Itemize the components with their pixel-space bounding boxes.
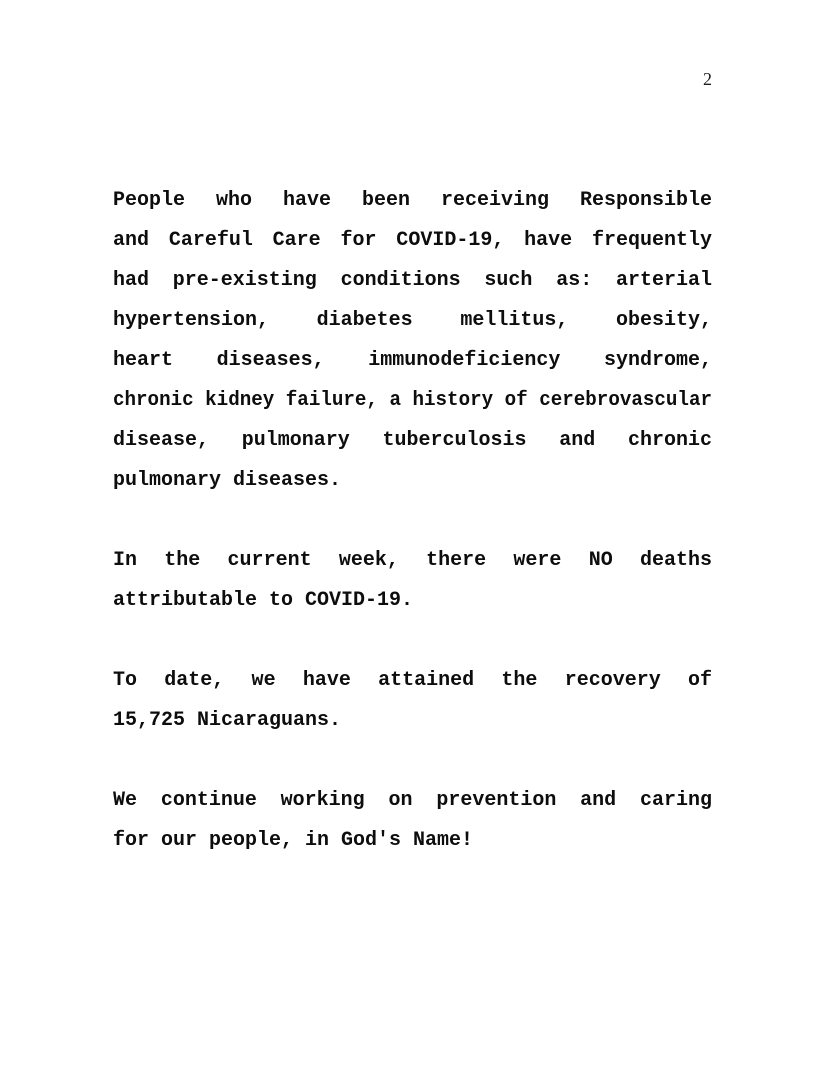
- paragraph: [113, 661, 712, 741]
- text-line: People who have been receiving Responsible: [113, 189, 712, 212]
- text-line: heart diseases, immunodeficiency syndrome,: [113, 349, 712, 372]
- text-line: attributable to COVID-19.: [113, 589, 414, 612]
- text-line: pulmonary diseases.: [113, 469, 342, 492]
- text-line: In the current week, there were NO deaths: [113, 549, 712, 572]
- text-line: had pre-existing conditions such as: arterial: [113, 269, 712, 292]
- text-line: and Careful Care for COVID-19, have frequently: [113, 229, 712, 252]
- condensed-text: chronic kidney failure, a history of cerebrovascular: [113, 389, 712, 412]
- text-line: 15,725 Nicaraguans.: [113, 709, 342, 732]
- paragraph: [113, 181, 712, 501]
- text-line: We continue working on prevention and caring: [113, 789, 712, 812]
- paragraph: [113, 541, 712, 621]
- text-line: disease, pulmonary tuberculosis and chronic: [113, 429, 712, 452]
- text-line: for our people, in God's Name!: [113, 829, 474, 852]
- text-line: [113, 381, 712, 421]
- page-number: 2: [703, 69, 712, 89]
- text-line: hypertension, diabetes mellitus, obesity,: [113, 309, 712, 332]
- document-body: [113, 181, 712, 861]
- paragraph: [113, 781, 712, 861]
- text-line: To date, we have attained the recovery of: [113, 669, 712, 692]
